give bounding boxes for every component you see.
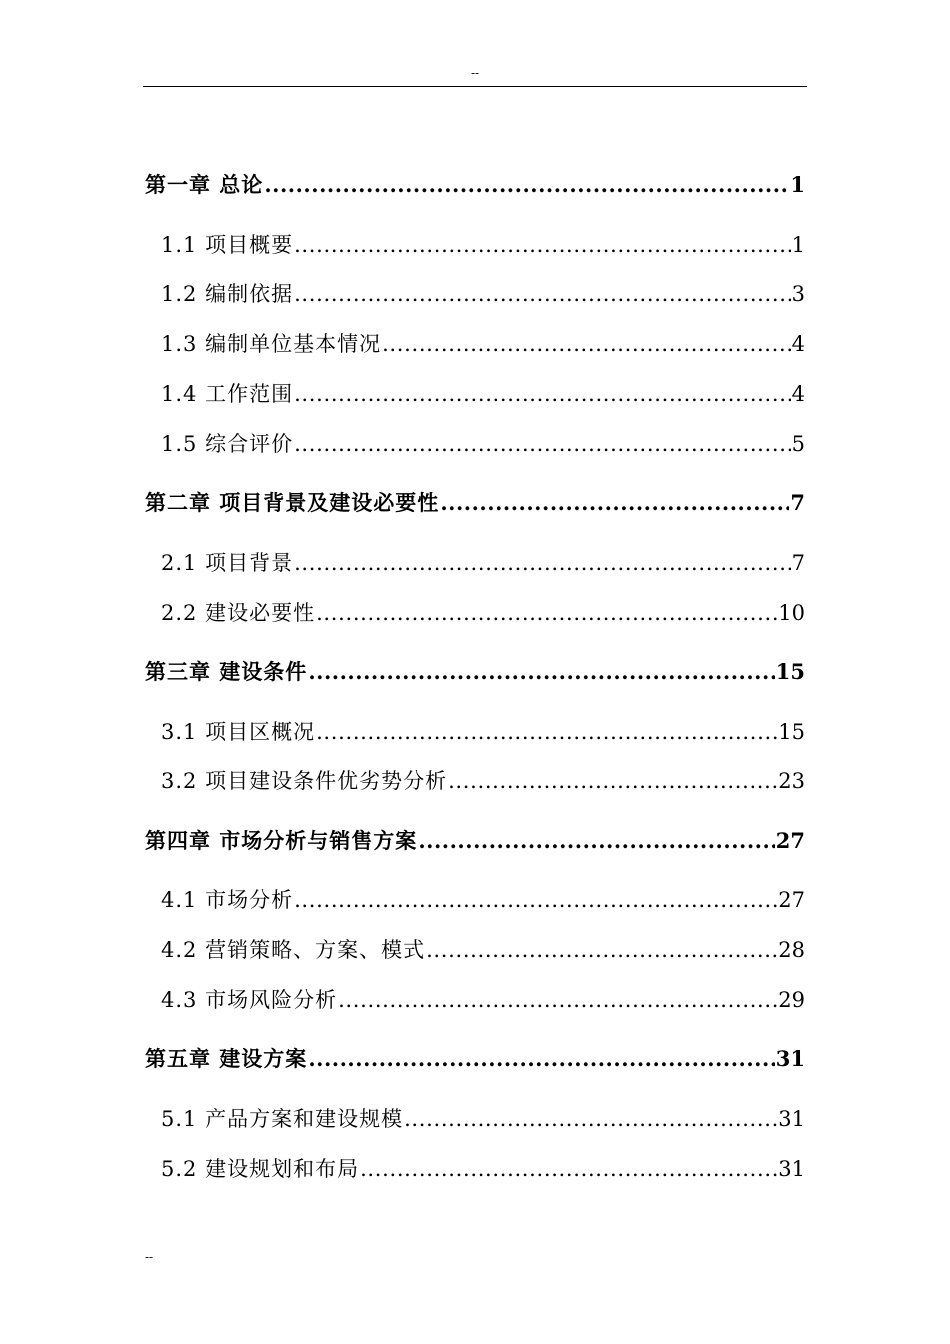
toc-entry-page: 15 — [778, 720, 805, 744]
footer-mark: -- — [145, 1250, 154, 1264]
toc-entry[interactable] — [161, 230, 805, 260]
toc-entry-page: 23 — [778, 769, 805, 793]
toc-entry-title: 2.1 项目背景 — [161, 551, 294, 575]
toc-entry-page: 4 — [791, 332, 805, 356]
toc-entry[interactable] — [145, 1044, 805, 1074]
toc-entry-title: 1.5 综合评价 — [161, 432, 294, 456]
toc-entry-page: 1 — [791, 233, 805, 257]
toc-leader-dots — [404, 1104, 777, 1134]
toc-leader-dots — [426, 935, 777, 965]
toc-leader-dots — [308, 657, 774, 687]
toc-entry[interactable] — [161, 1154, 805, 1184]
toc-entry-page: 15 — [775, 659, 805, 684]
toc-entry-title: 第二章 项目背景及建设必要性 — [145, 490, 440, 515]
toc-entry-page: 27 — [775, 828, 805, 853]
toc-entry[interactable] — [161, 935, 805, 965]
toc-entry-title: 2.2 建设必要性 — [161, 601, 316, 625]
toc-entry-title: 4.3 市场风险分析 — [161, 988, 338, 1012]
toc-leader-dots — [308, 1044, 774, 1074]
toc-entry-page: 4 — [791, 382, 805, 406]
toc-entry-page: 1 — [790, 172, 805, 197]
toc-leader-dots — [418, 826, 774, 856]
toc-entry[interactable] — [161, 429, 805, 459]
toc-entry-title: 5.2 建设规划和布局 — [161, 1157, 360, 1181]
toc-entry-page: 31 — [778, 1157, 805, 1181]
toc-entry-page: 31 — [775, 1046, 805, 1071]
toc-entry-title: 5.1 产品方案和建设规模 — [161, 1107, 404, 1131]
toc-entry-title: 4.2 营销策略、方案、模式 — [161, 938, 426, 962]
toc-leader-dots — [294, 429, 791, 459]
toc-leader-dots — [294, 885, 777, 915]
toc-entry[interactable] — [161, 598, 805, 628]
toc-entry[interactable] — [161, 548, 805, 578]
toc-entry[interactable] — [161, 985, 805, 1015]
toc-entry-title: 3.2 项目建设条件优劣势分析 — [161, 769, 448, 793]
toc-leader-dots — [294, 230, 791, 260]
toc-entry-title: 1.4 工作范围 — [161, 382, 294, 406]
toc-entry-page: 27 — [778, 888, 805, 912]
toc-leader-dots — [360, 1154, 777, 1184]
toc-entry-title: 1.3 编制单位基本情况 — [161, 332, 382, 356]
toc-entry-page: 31 — [778, 1107, 805, 1131]
toc-entry-title: 第五章 建设方案 — [145, 1046, 308, 1071]
toc-leader-dots — [294, 548, 791, 578]
toc-entry-title: 1.2 编制依据 — [161, 282, 294, 306]
toc-entry[interactable] — [161, 329, 805, 359]
toc-entry[interactable] — [161, 885, 805, 915]
toc-entry-title: 第一章 总论 — [145, 172, 264, 197]
toc-entry-title: 第四章 市场分析与销售方案 — [145, 828, 418, 853]
toc-entry[interactable] — [161, 279, 805, 309]
toc-leader-dots — [316, 717, 777, 747]
toc-leader-dots — [440, 488, 789, 518]
toc-entry-page: 10 — [778, 601, 805, 625]
toc-entry-page: 7 — [791, 551, 805, 575]
toc-entry[interactable] — [161, 766, 805, 796]
toc-entry[interactable] — [145, 170, 805, 200]
header-mark: -- — [470, 66, 480, 80]
toc-leader-dots — [264, 170, 789, 200]
toc-entry[interactable] — [161, 1104, 805, 1134]
toc-entry-title: 第三章 建设条件 — [145, 659, 308, 684]
toc-leader-dots — [294, 379, 791, 409]
toc-entry[interactable] — [145, 657, 805, 687]
toc-leader-dots — [448, 766, 777, 796]
toc-leader-dots — [316, 598, 777, 628]
toc-entry-title: 4.1 市场分析 — [161, 888, 294, 912]
toc-entry[interactable] — [145, 826, 805, 856]
toc-entry[interactable] — [161, 379, 805, 409]
toc-entry-page: 5 — [791, 432, 805, 456]
toc-entry[interactable] — [161, 717, 805, 747]
toc-entry-title: 3.1 项目区概况 — [161, 720, 316, 744]
toc-entry-page: 7 — [790, 490, 805, 515]
toc-leader-dots — [382, 329, 791, 359]
toc-leader-dots — [294, 279, 791, 309]
toc-entry-page: 29 — [778, 988, 805, 1012]
toc-entry[interactable] — [145, 488, 805, 518]
toc-entry-title: 1.1 项目概要 — [161, 233, 294, 257]
toc-leader-dots — [338, 985, 777, 1015]
toc-entry-page: 3 — [791, 282, 805, 306]
toc-entry-page: 28 — [778, 938, 805, 962]
